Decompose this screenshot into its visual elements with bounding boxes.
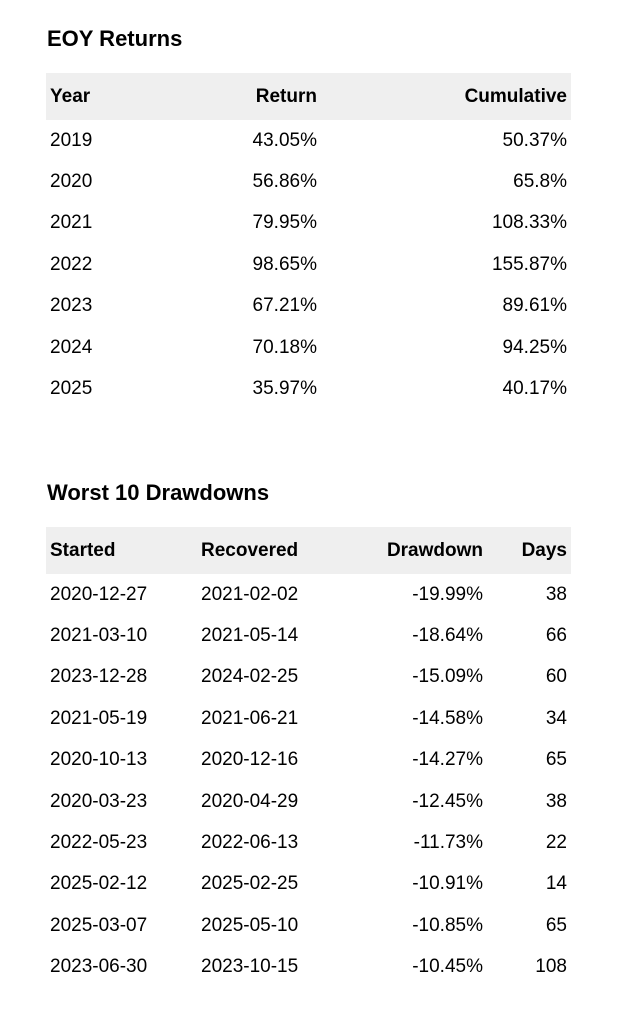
table-row — [46, 698, 571, 739]
table-row — [46, 947, 571, 988]
table-row — [46, 657, 571, 698]
cell-recovered: 2021-06-21 — [201, 707, 299, 729]
table-row — [46, 203, 571, 244]
table-row — [46, 864, 571, 905]
cell-days: 22 — [545, 832, 567, 854]
cell-return: 43.05% — [252, 129, 317, 151]
cell-return: 79.95% — [252, 212, 317, 234]
cell-year: 2023 — [50, 295, 93, 317]
cell-drawdown: -10.85% — [412, 914, 483, 936]
header-cumulative: Cumulative — [464, 85, 567, 107]
cell-cumulative: 65.8% — [513, 171, 567, 193]
cell-return: 56.86% — [252, 171, 317, 193]
table-row — [46, 244, 571, 285]
cell-recovered: 2023-10-15 — [201, 956, 299, 978]
table-row — [46, 368, 571, 409]
cell-return: 70.18% — [252, 336, 317, 358]
cell-cumulative: 89.61% — [502, 295, 567, 317]
drawdowns-body — [46, 574, 571, 988]
eoy-returns-body — [46, 120, 571, 410]
cell-drawdown: -10.91% — [412, 873, 483, 895]
table-header-row — [46, 527, 571, 574]
drawdowns-table — [46, 527, 571, 988]
cell-year: 2019 — [50, 129, 93, 151]
header-return: Return — [255, 85, 317, 107]
cell-started: 2023-06-30 — [50, 956, 148, 978]
table-row — [46, 905, 571, 946]
cell-cumulative: 108.33% — [491, 212, 567, 234]
cell-started: 2025-02-12 — [50, 873, 148, 895]
cell-started: 2020-10-13 — [50, 749, 148, 771]
table-row — [46, 286, 571, 327]
cell-days: 65 — [545, 914, 567, 936]
cell-drawdown: -14.58% — [412, 707, 483, 729]
cell-days: 60 — [545, 666, 567, 688]
cell-cumulative: 40.17% — [502, 378, 567, 400]
cell-drawdown: -14.27% — [412, 749, 483, 771]
cell-drawdown: -19.99% — [412, 583, 483, 605]
cell-days: 38 — [545, 790, 567, 812]
cell-started: 2023-12-28 — [50, 666, 148, 688]
cell-drawdown: -11.73% — [413, 832, 483, 854]
cell-recovered: 2020-12-16 — [201, 749, 299, 771]
cell-started: 2020-12-27 — [50, 583, 148, 605]
cell-return: 35.97% — [252, 378, 317, 400]
cell-days: 38 — [545, 583, 567, 605]
cell-recovered: 2025-05-10 — [201, 914, 299, 936]
table-row — [46, 120, 571, 161]
table-row — [46, 574, 571, 615]
table-row — [46, 822, 571, 863]
cell-started: 2021-05-19 — [50, 707, 148, 729]
eoy-returns-title: EOY Returns — [47, 26, 183, 51]
cell-year: 2024 — [50, 336, 93, 358]
cell-return: 98.65% — [252, 253, 317, 275]
cell-days: 108 — [535, 956, 567, 978]
cell-started: 2025-03-07 — [50, 914, 148, 936]
header-started: Started — [50, 539, 116, 561]
cell-days: 66 — [545, 625, 567, 647]
table-row — [46, 740, 571, 781]
cell-drawdown: -18.64% — [412, 625, 483, 647]
cell-recovered: 2022-06-13 — [201, 832, 299, 854]
table-row — [46, 615, 571, 656]
cell-drawdown: -15.09% — [412, 666, 483, 688]
table-row — [46, 781, 571, 822]
drawdowns-title: Worst 10 Drawdowns — [47, 480, 270, 505]
cell-year: 2020 — [50, 171, 93, 193]
table-header-row — [46, 73, 571, 120]
cell-days: 14 — [545, 873, 567, 895]
cell-cumulative: 50.37% — [502, 129, 567, 151]
cell-recovered: 2020-04-29 — [201, 790, 299, 812]
cell-return: 67.21% — [252, 295, 317, 317]
cell-recovered: 2021-05-14 — [201, 625, 299, 647]
cell-days: 34 — [545, 707, 567, 729]
table-row — [46, 161, 571, 202]
cell-cumulative: 94.25% — [502, 336, 567, 358]
cell-started: 2021-03-10 — [50, 625, 148, 647]
header-recovered: Recovered — [201, 539, 299, 561]
header-days: Days — [521, 539, 567, 561]
cell-days: 65 — [545, 749, 567, 771]
table-row — [46, 327, 571, 368]
cell-drawdown: -12.45% — [412, 790, 483, 812]
cell-cumulative: 155.87% — [491, 253, 567, 275]
eoy-returns-table — [46, 73, 571, 410]
cell-drawdown: -10.45% — [412, 956, 483, 978]
header-drawdown: Drawdown — [386, 539, 483, 561]
cell-started: 2022-05-23 — [50, 832, 148, 854]
cell-recovered: 2024-02-25 — [201, 666, 299, 688]
cell-recovered: 2021-02-02 — [201, 583, 299, 605]
cell-year: 2021 — [50, 212, 93, 234]
cell-year: 2022 — [50, 253, 93, 275]
cell-recovered: 2025-02-25 — [201, 873, 299, 895]
header-year: Year — [50, 85, 91, 107]
cell-year: 2025 — [50, 378, 93, 400]
cell-started: 2020-03-23 — [50, 790, 148, 812]
